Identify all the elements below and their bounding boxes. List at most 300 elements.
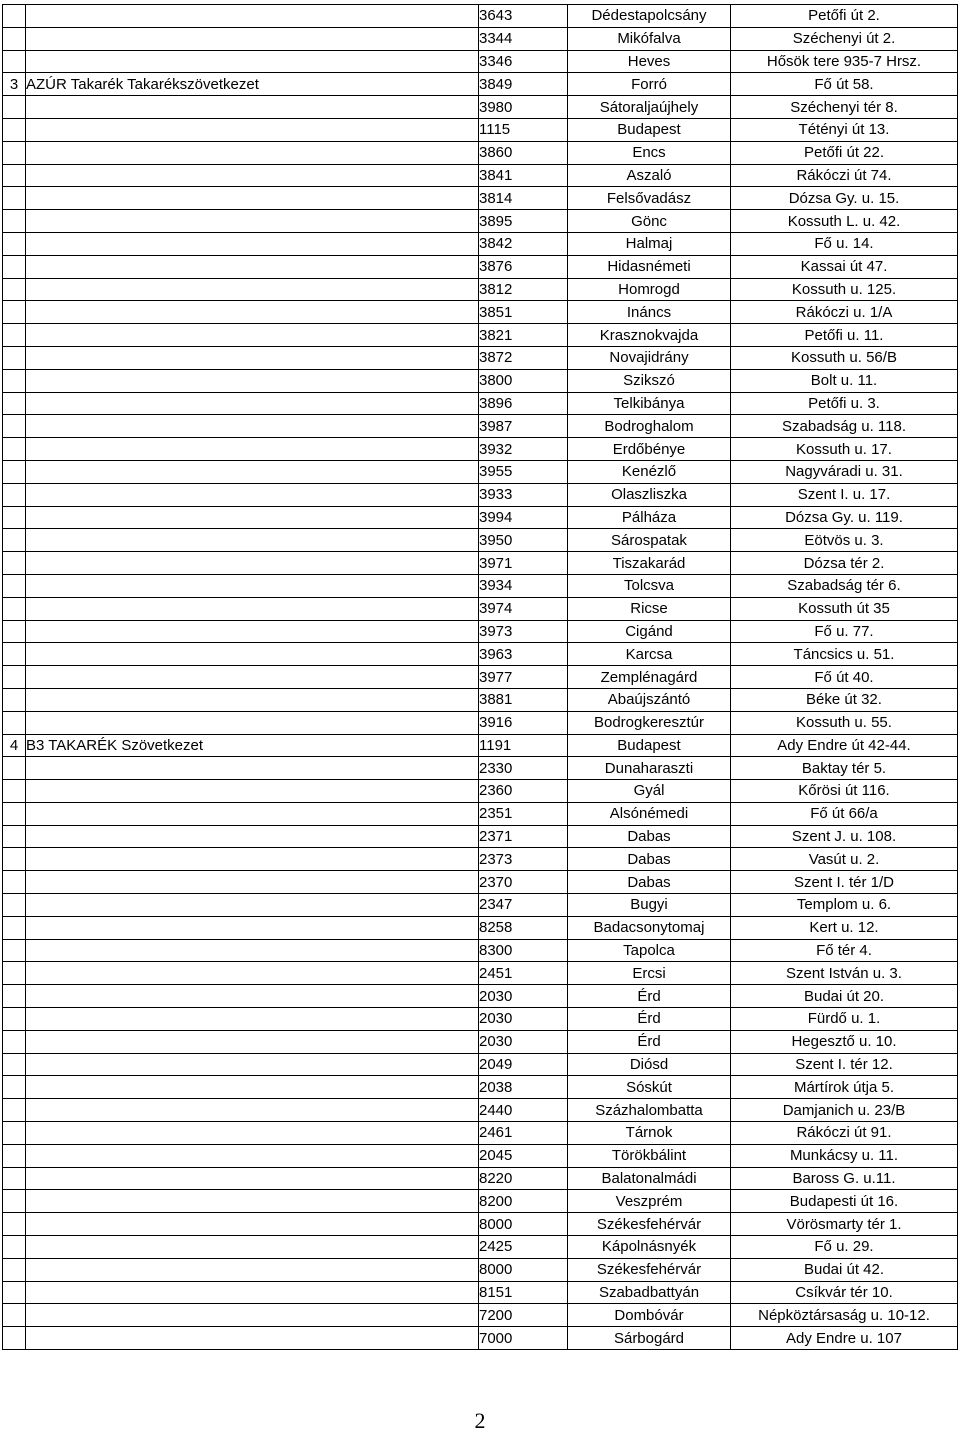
postal-code: 3994 [479,506,568,529]
member-name [26,597,479,620]
postal-code: 2461 [479,1122,568,1145]
member-name [26,369,479,392]
table-row [3,141,958,164]
member-number [3,711,26,734]
member-number [3,141,26,164]
table-row [3,1053,958,1076]
table-row [3,187,958,210]
city: Ricse [568,597,731,620]
postal-code: 8000 [479,1258,568,1281]
city: Érd [568,985,731,1008]
member-name [26,1076,479,1099]
member-number [3,210,26,233]
address: Bolt u. 11. [731,369,958,392]
member-name [26,962,479,985]
city: Tapolca [568,939,731,962]
address: Petőfi u. 3. [731,392,958,415]
address: Dózsa Gy. u. 15. [731,187,958,210]
address: Fő u. 77. [731,620,958,643]
city: Gönc [568,210,731,233]
table-row [3,278,958,301]
postal-code: 3849 [479,73,568,96]
member-number [3,985,26,1008]
table-row [3,894,958,917]
address: Petőfi út 2. [731,5,958,28]
table-row [3,734,958,757]
table-row [3,939,958,962]
member-name [26,1213,479,1236]
table-row [3,802,958,825]
city: Dombóvár [568,1304,731,1327]
postal-code: 2371 [479,825,568,848]
postal-code: 3800 [479,369,568,392]
postal-code: 3643 [479,5,568,28]
address: Dózsa Gy. u. 119. [731,506,958,529]
member-name [26,301,479,324]
table-row [3,27,958,50]
member-name [26,483,479,506]
postal-code: 1115 [479,118,568,141]
table-row [3,757,958,780]
city: Budapest [568,118,731,141]
postal-code: 1191 [479,734,568,757]
table-row [3,1144,958,1167]
table-row [3,324,958,347]
postal-code: 3821 [479,324,568,347]
member-number [3,1144,26,1167]
postal-code: 3980 [479,96,568,119]
member-number [3,96,26,119]
address: Fő u. 29. [731,1236,958,1259]
postal-code: 3876 [479,255,568,278]
postal-code: 2440 [479,1099,568,1122]
member-name [26,666,479,689]
postal-code: 3346 [479,50,568,73]
postal-code: 2351 [479,802,568,825]
city: Veszprém [568,1190,731,1213]
city: Karcsa [568,643,731,666]
member-number [3,597,26,620]
city: Pálháza [568,506,731,529]
postal-code: 8151 [479,1281,568,1304]
postal-code: 3971 [479,552,568,575]
postal-code: 3933 [479,483,568,506]
address: Ady Endre út 42-44. [731,734,958,757]
city: Novajidrány [568,346,731,369]
member-name [26,415,479,438]
address: Széchenyi tér 8. [731,96,958,119]
address: Rákóczi út 74. [731,164,958,187]
member-name [26,1144,479,1167]
table-row [3,962,958,985]
address: Fő út 66/a [731,802,958,825]
member-number [3,802,26,825]
city: Törökbálint [568,1144,731,1167]
address: Tétényi út 13. [731,118,958,141]
city: Sóskút [568,1076,731,1099]
postal-code: 3955 [479,460,568,483]
postal-code: 8200 [479,1190,568,1213]
member-number [3,871,26,894]
table-row [3,50,958,73]
member-name [26,232,479,255]
member-name [26,50,479,73]
postal-code: 2370 [479,871,568,894]
member-number [3,666,26,689]
postal-code: 3872 [479,346,568,369]
address: Budai út 20. [731,985,958,1008]
city: Tolcsva [568,574,731,597]
member-name [26,871,479,894]
city: Encs [568,141,731,164]
city: Dunaharaszti [568,757,731,780]
postal-code: 2330 [479,757,568,780]
address: Mártírok útja 5. [731,1076,958,1099]
city: Székesfehérvár [568,1258,731,1281]
member-name [26,939,479,962]
table-row [3,1281,958,1304]
member-number [3,460,26,483]
table-row [3,210,958,233]
table-row [3,529,958,552]
member-number [3,962,26,985]
member-number [3,164,26,187]
address: Kert u. 12. [731,916,958,939]
member-name [26,848,479,871]
member-name [26,506,479,529]
postal-code: 3932 [479,438,568,461]
city: Érd [568,1008,731,1031]
table-row [3,1099,958,1122]
city: Cigánd [568,620,731,643]
member-name [26,1258,479,1281]
table-row [3,1236,958,1259]
postal-code: 3842 [479,232,568,255]
city: Homrogd [568,278,731,301]
table-row [3,460,958,483]
address: Ady Endre u. 107 [731,1327,958,1350]
address: Petőfi u. 11. [731,324,958,347]
city: Dabas [568,848,731,871]
member-name [26,27,479,50]
member-number [3,50,26,73]
page-number: 2 [474,1408,486,1433]
member-number [3,688,26,711]
postal-code: 3860 [479,141,568,164]
city: Krasznokvajda [568,324,731,347]
city: Erdőbénye [568,438,731,461]
member-number [3,278,26,301]
postal-code: 8000 [479,1213,568,1236]
city: Alsónémedi [568,802,731,825]
member-name [26,1008,479,1031]
member-number [3,1213,26,1236]
address: Rákóczi u. 1/A [731,301,958,324]
city: Sárospatak [568,529,731,552]
city: Balatonalmádi [568,1167,731,1190]
member-name [26,574,479,597]
member-number [3,1122,26,1145]
city: Budapest [568,734,731,757]
address: Szent I. u. 17. [731,483,958,506]
member-number [3,118,26,141]
member-name [26,5,479,28]
postal-code: 3977 [479,666,568,689]
city: Diósd [568,1053,731,1076]
postal-code: 3812 [479,278,568,301]
member-name [26,438,479,461]
address: Kossuth u. 17. [731,438,958,461]
table-row [3,1030,958,1053]
postal-code: 2030 [479,1030,568,1053]
city: Bodrogkeresztúr [568,711,731,734]
member-name [26,187,479,210]
table-row [3,506,958,529]
member-name [26,392,479,415]
city: Zemplénagárd [568,666,731,689]
table-row [3,1167,958,1190]
member-name [26,1099,479,1122]
city: Szabadbattyán [568,1281,731,1304]
table-row [3,1076,958,1099]
table-row [3,1190,958,1213]
table-row [3,232,958,255]
address: Kossuth u. 125. [731,278,958,301]
city: Hidasnémeti [568,255,731,278]
member-name [26,278,479,301]
city: Telkibánya [568,392,731,415]
table-row [3,1258,958,1281]
address: Táncsics u. 51. [731,643,958,666]
member-number [3,780,26,803]
member-name [26,757,479,780]
member-name [26,552,479,575]
member-name [26,643,479,666]
table-row [3,1304,958,1327]
postal-code: 2038 [479,1076,568,1099]
table-row [3,711,958,734]
member-name [26,164,479,187]
postal-code: 3851 [479,301,568,324]
city: Kápolnásnyék [568,1236,731,1259]
city: Ercsi [568,962,731,985]
table-row [3,301,958,324]
address: Templom u. 6. [731,894,958,917]
member-name [26,802,479,825]
postal-code: 3881 [479,688,568,711]
postal-code: 2030 [479,985,568,1008]
member-name [26,1281,479,1304]
member-number [3,1304,26,1327]
city: Sárbogárd [568,1327,731,1350]
table-row [3,164,958,187]
address: Baktay tér 5. [731,757,958,780]
member-number [3,848,26,871]
postal-code: 3895 [479,210,568,233]
member-number [3,506,26,529]
table-row [3,574,958,597]
member-name [26,711,479,734]
table-row [3,1213,958,1236]
postal-code: 3963 [479,643,568,666]
member-number [3,27,26,50]
postal-code: 2451 [479,962,568,985]
address: Fő út 58. [731,73,958,96]
member-number [3,1076,26,1099]
postal-code: 8300 [479,939,568,962]
city: Dabas [568,825,731,848]
member-name [26,916,479,939]
postal-code: 8258 [479,916,568,939]
address: Vasút u. 2. [731,848,958,871]
postal-code: 3814 [479,187,568,210]
member-number [3,620,26,643]
member-number [3,825,26,848]
member-name: B3 TAKARÉK Szövetkezet [26,734,479,757]
table-row [3,415,958,438]
address: Kossuth út 35 [731,597,958,620]
table-row [3,255,958,278]
member-name [26,118,479,141]
postal-code: 3934 [479,574,568,597]
address: Fő u. 14. [731,232,958,255]
member-number [3,255,26,278]
city: Olaszliszka [568,483,731,506]
table-row [3,916,958,939]
city: Heves [568,50,731,73]
member-name [26,688,479,711]
member-number [3,1327,26,1350]
city: Dédestapolcsány [568,5,731,28]
table-row [3,825,958,848]
address: Kossuth u. 55. [731,711,958,734]
city: Százhalombatta [568,1099,731,1122]
member-number [3,415,26,438]
table-row [3,1008,958,1031]
postal-code: 7000 [479,1327,568,1350]
member-number [3,894,26,917]
member-number [3,916,26,939]
member-number [3,757,26,780]
table-row [3,597,958,620]
address: Fő út 40. [731,666,958,689]
member-number [3,1053,26,1076]
member-number [3,1099,26,1122]
city: Ináncs [568,301,731,324]
address: Szent J. u. 108. [731,825,958,848]
table-row [3,620,958,643]
city: Forró [568,73,731,96]
table-row [3,346,958,369]
table-row [3,1327,958,1350]
city: Érd [568,1030,731,1053]
city: Bodroghalom [568,415,731,438]
city: Halmaj [568,232,731,255]
member-name [26,1236,479,1259]
member-name [26,324,479,347]
address: Béke út 32. [731,688,958,711]
postal-code: 3916 [479,711,568,734]
address: Szent I. tér 12. [731,1053,958,1076]
city: Tiszakarád [568,552,731,575]
table-row [3,780,958,803]
member-number [3,1258,26,1281]
branch-table [2,4,958,1350]
member-number [3,438,26,461]
address: Fürdő u. 1. [731,1008,958,1031]
address: Népköztársaság u. 10-12. [731,1304,958,1327]
table-row [3,688,958,711]
member-name [26,1190,479,1213]
table-row [3,871,958,894]
member-name [26,529,479,552]
address: Kassai út 47. [731,255,958,278]
postal-code: 2045 [479,1144,568,1167]
table-row [3,985,958,1008]
address: Kossuth L. u. 42. [731,210,958,233]
address: Petőfi út 22. [731,141,958,164]
city: Kenézlő [568,460,731,483]
member-number [3,1190,26,1213]
postal-code: 3841 [479,164,568,187]
city: Badacsonytomaj [568,916,731,939]
member-number: 4 [3,734,26,757]
member-name [26,780,479,803]
address: Szent István u. 3. [731,962,958,985]
postal-code: 2425 [479,1236,568,1259]
member-name [26,1304,479,1327]
member-name [26,1122,479,1145]
table-row [3,369,958,392]
address: Budai út 42. [731,1258,958,1281]
member-number [3,483,26,506]
member-number [3,574,26,597]
member-name [26,210,479,233]
table-row [3,643,958,666]
member-number [3,1236,26,1259]
member-name [26,1167,479,1190]
address: Széchenyi út 2. [731,27,958,50]
member-name [26,141,479,164]
city: Szikszó [568,369,731,392]
member-number [3,1281,26,1304]
address: Kossuth u. 56/B [731,346,958,369]
member-name [26,620,479,643]
member-number [3,1008,26,1031]
address: Kőrösi út 116. [731,780,958,803]
member-name [26,1053,479,1076]
member-number [3,1167,26,1190]
city: Aszaló [568,164,731,187]
table-row [3,96,958,119]
member-name [26,825,479,848]
member-number [3,392,26,415]
city: Felsővadász [568,187,731,210]
address: Csíkvár tér 10. [731,1281,958,1304]
member-name [26,894,479,917]
postal-code: 7200 [479,1304,568,1327]
member-number [3,369,26,392]
member-number [3,529,26,552]
address: Budapesti út 16. [731,1190,958,1213]
table-row [3,483,958,506]
city: Mikófalva [568,27,731,50]
address: Rákóczi út 91. [731,1122,958,1145]
member-name [26,255,479,278]
member-name: AZÚR Takarék Takarékszövetkezet [26,73,479,96]
table-row [3,552,958,575]
branch-table-body [3,5,958,1350]
